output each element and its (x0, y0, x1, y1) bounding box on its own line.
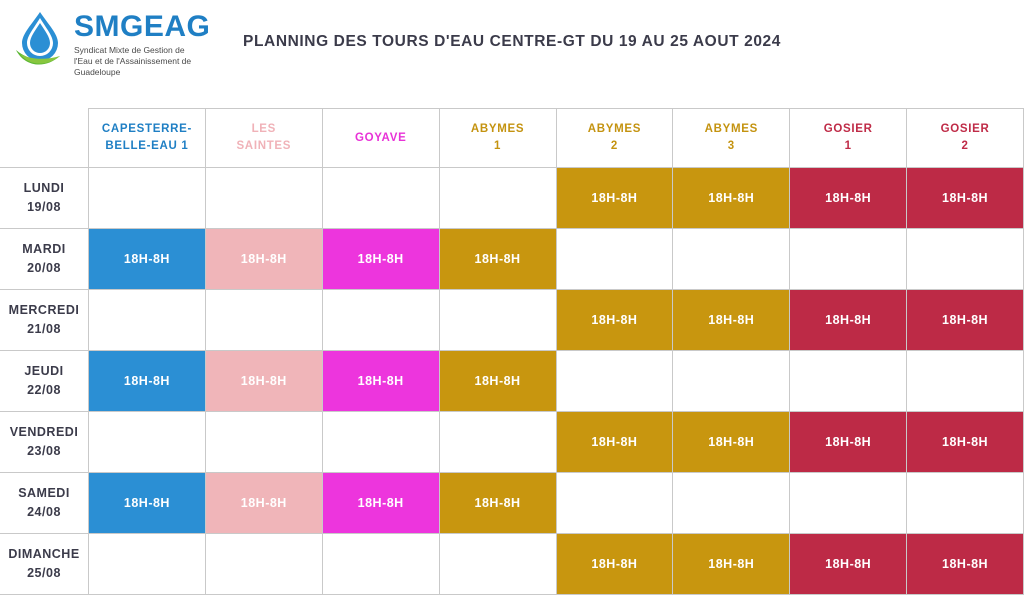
schedule-slot-empty (556, 229, 673, 290)
schedule-slot-empty (907, 229, 1024, 290)
column-header-line2: 3 (727, 140, 735, 152)
schedule-slot-filled: 18H-8H (439, 229, 556, 290)
planning-table (0, 108, 1024, 595)
schedule-slot-empty (673, 351, 790, 412)
schedule-slot-filled: 18H-8H (439, 351, 556, 412)
day-date: 21/08 (27, 322, 61, 336)
table-row (0, 229, 1024, 290)
header-row (0, 109, 1024, 168)
planning-table-wrapper (0, 108, 1024, 595)
schedule-slot-empty (89, 290, 206, 351)
column-header-line1: ABYMES (470, 123, 525, 136)
schedule-slot-empty (322, 534, 439, 595)
day-cell (0, 290, 89, 351)
column-header (673, 109, 790, 168)
schedule-slot-empty (205, 534, 322, 595)
schedule-slot-empty (673, 473, 790, 534)
day-name: JEUDI (24, 364, 64, 379)
schedule-slot-filled: 18H-8H (790, 534, 907, 595)
day-cell (0, 412, 89, 473)
column-header-line2: 1 (494, 140, 502, 152)
table-head (0, 109, 1024, 168)
schedule-slot-empty (790, 351, 907, 412)
column-header-line1: GOYAVE (354, 131, 407, 144)
schedule-slot-empty (89, 534, 206, 595)
schedule-slot-filled: 18H-8H (556, 168, 673, 229)
schedule-slot-empty (673, 229, 790, 290)
table-row (0, 290, 1024, 351)
schedule-slot-filled: 18H-8H (439, 473, 556, 534)
column-header (439, 109, 556, 168)
schedule-slot-filled: 18H-8H (673, 412, 790, 473)
schedule-slot-filled: 18H-8H (205, 351, 322, 412)
day-date: 25/08 (27, 566, 61, 580)
schedule-slot-empty (439, 290, 556, 351)
schedule-slot-filled: 18H-8H (556, 290, 673, 351)
column-header-line1: GOSIER (940, 123, 990, 136)
day-name: VENDREDI (9, 425, 79, 440)
column-header-line1: GOSIER (823, 123, 873, 136)
schedule-slot-empty (205, 412, 322, 473)
day-date: 19/08 (27, 200, 61, 214)
column-header (907, 109, 1024, 168)
day-name: LUNDI (23, 181, 65, 196)
schedule-slot-filled: 18H-8H (89, 351, 206, 412)
schedule-slot-filled: 18H-8H (673, 290, 790, 351)
page-title: PLANNING DES TOURS D'EAU CENTRE-GT DU 19 AU 25 AOUT 2024 (243, 33, 781, 50)
table-body (0, 168, 1024, 595)
table-row (0, 412, 1024, 473)
column-header (556, 109, 673, 168)
day-cell (0, 351, 89, 412)
schedule-slot-filled: 18H-8H (89, 473, 206, 534)
schedule-slot-filled: 18H-8H (790, 168, 907, 229)
corner-cell (0, 109, 89, 168)
page-header (0, 0, 1024, 96)
schedule-slot-empty (89, 168, 206, 229)
schedule-slot-filled: 18H-8H (322, 351, 439, 412)
schedule-slot-filled: 18H-8H (907, 290, 1024, 351)
schedule-slot-filled: 18H-8H (673, 534, 790, 595)
schedule-slot-empty (205, 168, 322, 229)
column-header-line2: 1 (844, 140, 852, 152)
schedule-slot-filled: 18H-8H (790, 290, 907, 351)
column-header (205, 109, 322, 168)
column-header-line2: SAINTES (236, 140, 292, 152)
schedule-slot-empty (556, 351, 673, 412)
day-name: DIMANCHE (8, 547, 80, 562)
schedule-slot-filled: 18H-8H (322, 229, 439, 290)
day-cell (0, 168, 89, 229)
day-date: 23/08 (27, 444, 61, 458)
day-date: 20/08 (27, 261, 61, 275)
day-cell (0, 473, 89, 534)
table-row (0, 168, 1024, 229)
column-header-line1: CAPESTERRE- (101, 123, 192, 136)
schedule-slot-filled: 18H-8H (907, 534, 1024, 595)
schedule-slot-filled: 18H-8H (556, 412, 673, 473)
day-name: MARDI (22, 242, 66, 257)
day-cell (0, 534, 89, 595)
schedule-slot-empty (556, 473, 673, 534)
schedule-slot-filled: 18H-8H (556, 534, 673, 595)
column-header-line1: ABYMES (587, 123, 642, 136)
day-cell (0, 229, 89, 290)
schedule-slot-filled: 18H-8H (322, 473, 439, 534)
day-date: 22/08 (27, 383, 61, 397)
column-header (790, 109, 907, 168)
schedule-slot-empty (205, 290, 322, 351)
logo-title: SMGEAG (74, 10, 211, 43)
schedule-slot-empty (439, 168, 556, 229)
schedule-slot-empty (322, 290, 439, 351)
schedule-slot-empty (439, 534, 556, 595)
schedule-slot-empty (907, 351, 1024, 412)
schedule-slot-empty (89, 412, 206, 473)
column-header-line1: LES (251, 123, 277, 136)
schedule-slot-empty (790, 229, 907, 290)
schedule-slot-filled: 18H-8H (907, 412, 1024, 473)
schedule-slot-filled: 18H-8H (673, 168, 790, 229)
schedule-slot-filled: 18H-8H (907, 168, 1024, 229)
schedule-slot-empty (907, 473, 1024, 534)
schedule-slot-empty (439, 412, 556, 473)
table-row (0, 534, 1024, 595)
column-header-line2: BELLE-EAU 1 (105, 140, 189, 152)
column-header (89, 109, 206, 168)
column-header-line2: 2 (610, 140, 618, 152)
schedule-slot-empty (322, 412, 439, 473)
day-name: SAMEDI (18, 486, 70, 501)
table-row (0, 351, 1024, 412)
column-header (322, 109, 439, 168)
day-date: 24/08 (27, 505, 61, 519)
table-row (0, 473, 1024, 534)
schedule-slot-empty (790, 473, 907, 534)
day-name: MERCREDI (8, 303, 80, 318)
logo-subtitle: Syndicat Mixte de Gestion de l'Eau et de l'Assainissement de Guadeloupe (74, 45, 192, 78)
schedule-slot-filled: 18H-8H (89, 229, 206, 290)
column-header-line1: ABYMES (704, 123, 759, 136)
schedule-slot-filled: 18H-8H (790, 412, 907, 473)
column-header-line2: 2 (961, 140, 969, 152)
schedule-slot-empty (322, 168, 439, 229)
schedule-slot-filled: 18H-8H (205, 473, 322, 534)
schedule-slot-filled: 18H-8H (205, 229, 322, 290)
